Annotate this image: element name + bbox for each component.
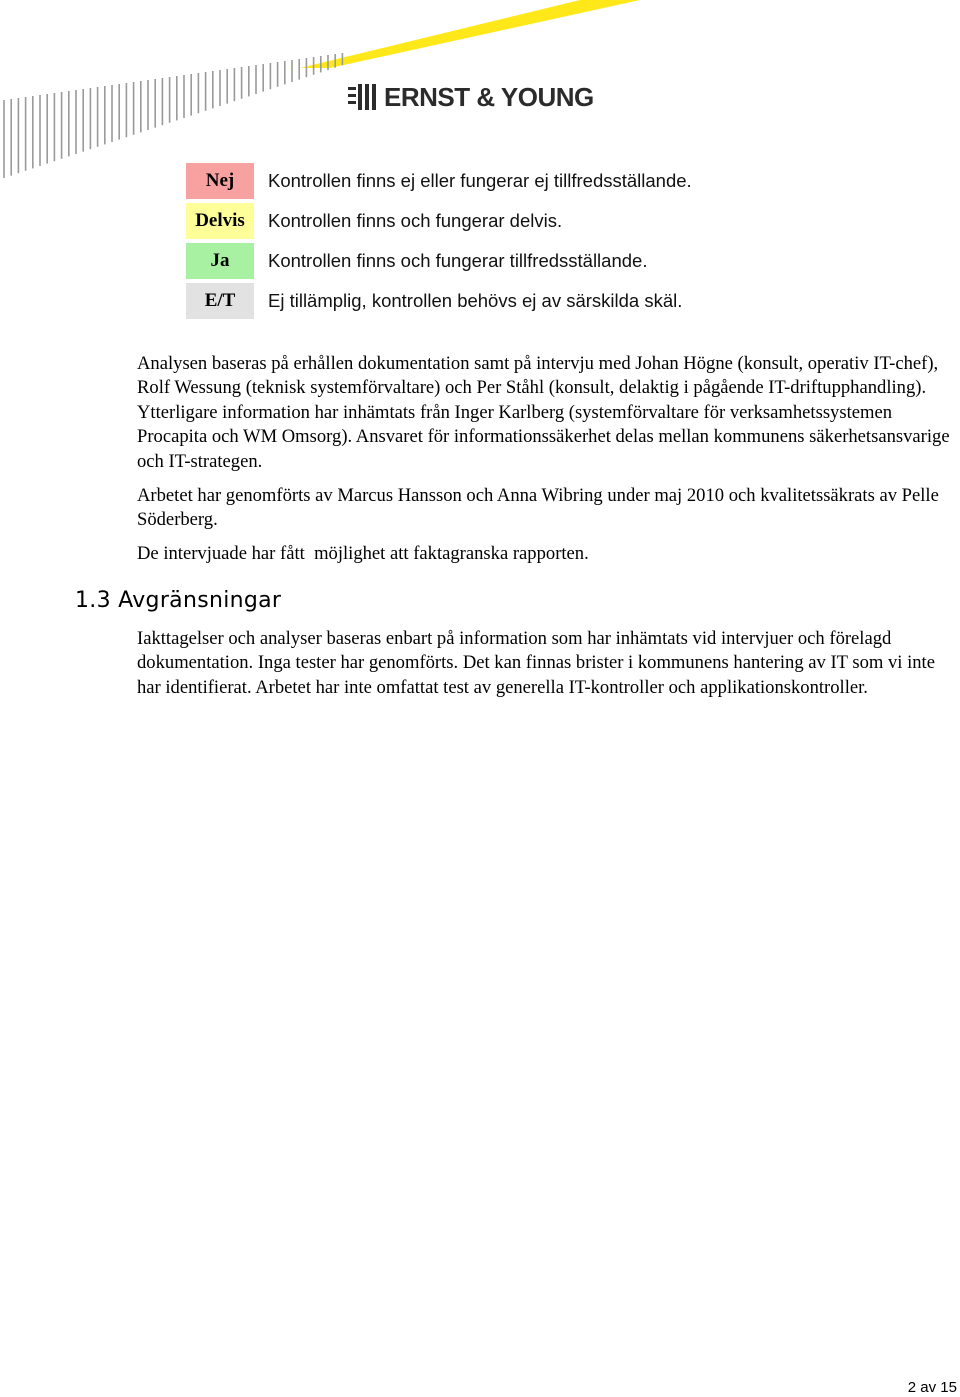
legend-description: Kontrollen finns och fungerar tillfredsställande. — [268, 250, 648, 271]
legend-badge-et: E/T — [186, 283, 254, 319]
rating-legend — [186, 161, 692, 321]
legend-row-delvis — [186, 201, 692, 241]
page-number: 2 av 15 — [907, 1379, 957, 1396]
analysis-paragraph: Analysen baseras på erhållen dokumentation samt på intervju med Johan Högne (konsult, operativ IT-chef), Rolf Wessung (teknisk systemförvaltare) och Per Ståhl (konsult, delaktig i pågående IT-driftupphandling). Ytterligare information har inhämtats från Inger Karlberg (systemförvaltare för verksamhetssystemen Procapita och WM Omsorg). Ansvaret för informationssäkerhet delas mellan kommunens säkerhetsansvarige och IT-strategen. — [137, 353, 950, 472]
legend-description: Kontrollen finns och fungerar delvis. — [268, 210, 563, 231]
legend-description: Ej tillämplig, kontrollen behövs ej av särskilda skäl. — [268, 290, 683, 311]
legend-badge-nej: Nej — [186, 163, 254, 199]
ey-logo-mark-icon — [348, 84, 376, 110]
legend-row-nej — [186, 161, 692, 201]
scope-paragraph: Iakttagelser och analyser baseras enbart på information som har inhämtats vid intervjuer och förelagd dokumentation. Inga tester har genomförts. Det kan finnas brister i kommunens hantering av IT som vi inte har identifierat. Arbetet har inte omfattat test av generella IT-kontroller och applikationskontroller. — [137, 628, 935, 698]
legend-row-et — [186, 281, 692, 321]
hatch-lines — [4, 53, 342, 178]
section-heading: 1.3 Avgränsningar — [75, 588, 282, 613]
work-paragraph: Arbetet har genomförts av Marcus Hansson och Anna Wibring under maj 2010 och kvalitetssäkrats av Pelle Söderberg. — [137, 485, 939, 531]
review-paragraph: De intervjuade har fått möjlighet att faktagranska rapporten. — [137, 543, 589, 564]
legend-row-ja — [186, 241, 692, 281]
yellow-beam — [300, 0, 640, 68]
legend-description: Kontrollen finns ej eller fungerar ej tillfredsställande. — [268, 170, 692, 191]
legend-badge-delvis: Delvis — [186, 203, 254, 239]
legend-badge-ja: Ja — [186, 243, 254, 279]
logo-text: ERNST & YOUNG — [384, 81, 594, 112]
ernst-young-logo — [348, 80, 594, 114]
